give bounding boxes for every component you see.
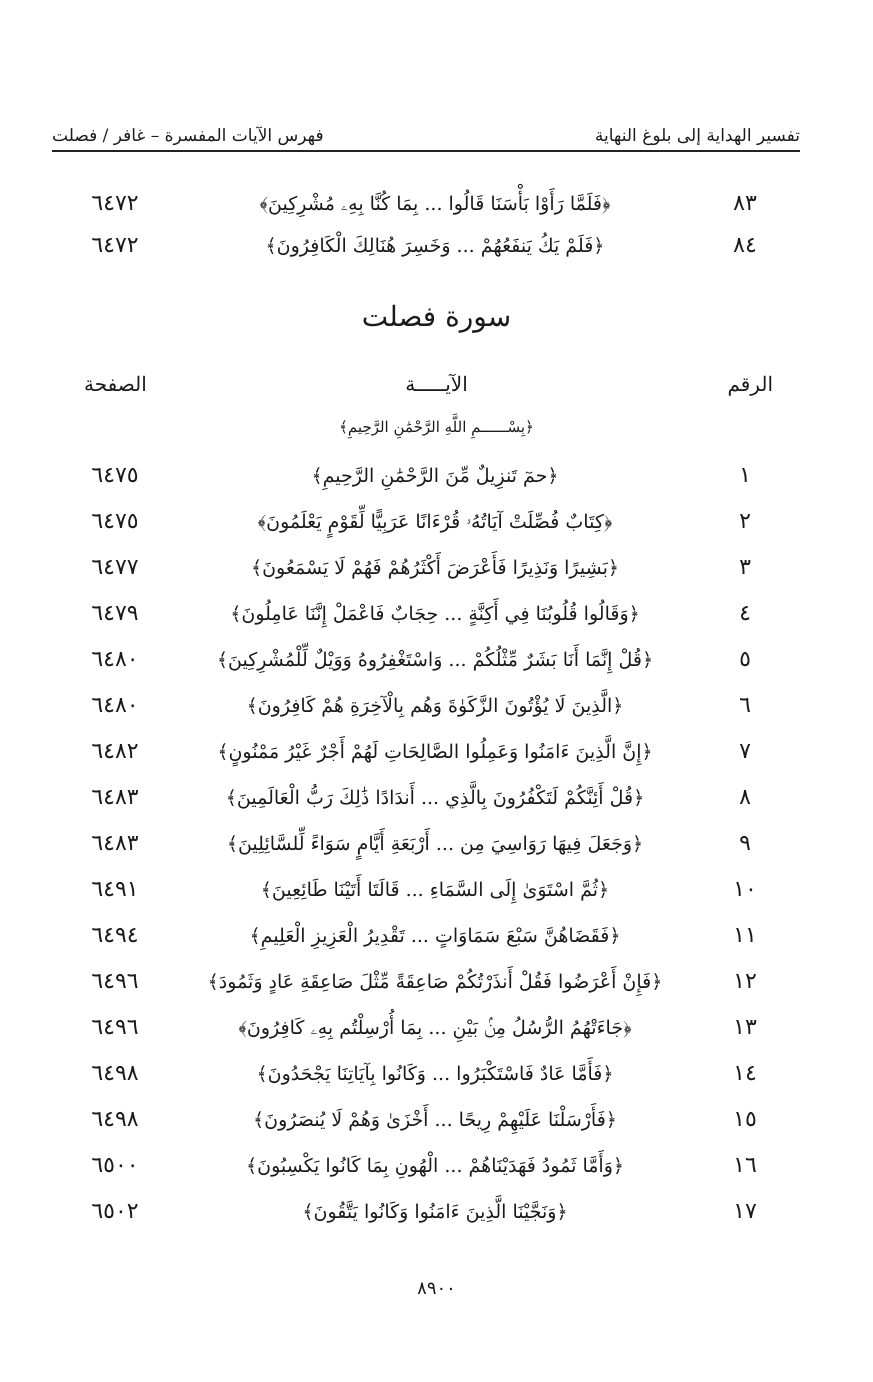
verse-number: ٢ [739, 509, 751, 534]
column-header-number: الرقم [727, 372, 773, 396]
page-number: ٦٤٧٥ [91, 463, 139, 488]
verse-number: ١٦ [733, 1153, 757, 1178]
verse-number: ١٢ [733, 969, 757, 994]
header-rule [52, 150, 800, 152]
table-row [0, 550, 873, 586]
table-row [0, 596, 873, 632]
verse-text: ﴿فَقَضَاهُنَّ سَبْعَ سَمَاوَاتٍ ... تَقْدِيرُ الْعَزِيزِ الْعَلِيمِ﴾ [249, 925, 621, 947]
header-book-title: تفسير الهداية إلى بلوغ النهاية [594, 126, 800, 146]
table-row [0, 872, 873, 908]
verse-number: ٧ [739, 739, 751, 764]
verse-number: ٣ [739, 555, 751, 580]
verse-number: ١٥ [733, 1107, 757, 1132]
table-row [0, 780, 873, 816]
table-row [0, 734, 873, 770]
verse-text: ﴿وَأَمَّا ثَمُودُ فَهَدَيْنَاهُمْ ... الْهُونِ بِمَا كَانُوا يَكْسِبُونَ﴾ [245, 1155, 625, 1177]
verse-number: ٤ [739, 601, 751, 626]
table-row [0, 1102, 873, 1138]
basmala: ﴿بِسْــــــمِ اللَّهِ الرَّحْمَٰنِ الرَّحِيمِ﴾ [339, 418, 534, 436]
verse-number: ١١ [733, 923, 757, 948]
verse-number: ٨٣ [733, 191, 757, 216]
running-header [52, 112, 800, 146]
verse-number: ٥ [739, 647, 751, 672]
table-row [0, 1194, 873, 1230]
verse-text: ﴿فَإِنْ أَعْرَضُوا فَقُلْ أَنذَرْتُكُمْ صَاعِقَةً مِّثْلَ صَاعِقَةِ عَادٍ وَثَمُودَ﴾ [207, 971, 663, 993]
verse-text: ﴿ثُمَّ اسْتَوَىٰ إِلَى السَّمَاءِ ... قَالَتَا أَتَيْنَا طَائِعِينَ﴾ [260, 879, 610, 901]
verse-text: ﴿حمٓ تَنزِيلٌ مِّنَ الرَّحْمَٰنِ الرَّحِيمِ﴾ [311, 465, 559, 487]
verse-text: ﴿كِتَابٌ فُصِّلَتْ آيَاتُهُۥ قُرْءَانًا عَرَبِيًّا لِّقَوْمٍ يَعْلَمُونَ﴾ [257, 511, 613, 533]
verse-number: ٦ [739, 693, 751, 718]
page-number: ٦٤٧٢ [91, 233, 139, 258]
column-header-verse: الآيـــــة [405, 372, 468, 396]
table-row [0, 918, 873, 954]
surah-title: سورة فصلت [361, 300, 512, 333]
page-number: ٦٤٧٩ [91, 601, 139, 626]
verse-text: ﴿جَاءَتْهُمُ الرُّسُلُ مِنۢ بَيْنِ ... بِمَا أُرْسِلْتُم بِهِۦ كَافِرُونَ﴾ [238, 1017, 632, 1039]
header-section-title: فهرس الآيات المفسرة – غافر / فصلت [52, 126, 324, 146]
verse-number: ٨٤ [733, 233, 757, 258]
page-number: ٦٤٩٦ [91, 969, 139, 994]
table-row [0, 228, 873, 264]
table-row [0, 1148, 873, 1184]
page-number: ٦٤٩٦ [91, 1015, 139, 1040]
page-number: ٦٤٨٠ [91, 693, 139, 718]
table-row [0, 964, 873, 1000]
verse-number: ١٣ [733, 1015, 757, 1040]
table-row [0, 458, 873, 494]
table-row [0, 688, 873, 724]
column-header-page: الصفحة [84, 372, 147, 396]
page-number: ٦٤٧٧ [91, 555, 139, 580]
verse-number: ١٧ [733, 1199, 757, 1224]
table-row [0, 826, 873, 862]
table-row [0, 1010, 873, 1046]
verse-number: ١٤ [733, 1061, 757, 1086]
verse-text: ﴿وَقَالُوا قُلُوبُنَا فِي أَكِنَّةٍ ... حِجَابٌ فَاعْمَلْ إِنَّنَا عَامِلُونَ﴾ [230, 603, 640, 625]
page-number: ٦٤٩٨ [91, 1061, 139, 1086]
page-number: ٦٤٧٢ [91, 191, 139, 216]
verse-number: ٩ [739, 831, 751, 856]
verse-text: ﴿فَأَمَّا عَادٌ فَاسْتَكْبَرُوا ... وَكَانُوا بِآيَاتِنَا يَجْحَدُونَ﴾ [256, 1063, 614, 1085]
table-row [0, 186, 873, 222]
verse-number: ١ [739, 463, 751, 488]
page-number: ٦٤٩١ [91, 877, 139, 902]
page-number: ٦٤٩٨ [91, 1107, 139, 1132]
verse-text: ﴿الَّذِينَ لَا يُؤْتُونَ الزَّكَوٰةَ وَهُم بِالْآخِرَةِ هُمْ كَافِرُونَ﴾ [246, 695, 624, 717]
page-number: ٦٥٠٠ [91, 1153, 139, 1178]
page-number: ٦٤٧٥ [91, 509, 139, 534]
page-number: ٦٤٨٠ [91, 647, 139, 672]
page-number: ٦٤٨٣ [91, 831, 139, 856]
page-number: ٦٤٩٤ [91, 923, 139, 948]
verse-text: ﴿قُلْ أَئِنَّكُمْ لَتَكْفُرُونَ بِالَّذِي ... أَندَادًا ذَٰلِكَ رَبُّ الْعَالَمِينَ﴾ [225, 787, 645, 809]
verse-text: ﴿بَشِيرًا وَنَذِيرًا فَأَعْرَضَ أَكْثَرُهُمْ فَهُمْ لَا يَسْمَعُونَ﴾ [250, 557, 620, 579]
verse-text: ﴿فَأَرْسَلْنَا عَلَيْهِمْ رِيحًا ... أَخْزَىٰ وَهُمْ لَا يُنصَرُونَ﴾ [253, 1109, 617, 1131]
footer-page-number: ٨٩٠٠ [417, 1278, 456, 1299]
verse-text: ﴿إِنَّ الَّذِينَ ءَامَنُوا وَعَمِلُوا الصَّالِحَاتِ لَهُمْ أَجْرٌ غَيْرُ مَمْنُونٍ﴾ [217, 741, 653, 763]
page-number: ٦٤٨٢ [91, 739, 139, 764]
verse-text: ﴿قُلْ إِنَّمَا أَنَا بَشَرٌ مِّثْلُكُمْ ... وَاسْتَغْفِرُوهُ وَوَيْلٌ لِّلْمُشْرِكِينَ﴾ [216, 649, 654, 671]
verse-text: ﴿فَلَمْ يَكُ يَنفَعُهُمْ ... وَخَسِرَ هُنَالِكَ الْكَافِرُونَ﴾ [265, 235, 605, 257]
page-number: ٦٥٠٢ [91, 1199, 139, 1224]
verse-number: ١٠ [733, 877, 757, 902]
verse-text: ﴿وَجَعَلَ فِيهَا رَوَاسِيَ مِن ... أَرْبَعَةِ أَيَّامٍ سَوَاءً لِّلسَّائِلِينَ﴾ [226, 833, 644, 855]
table-row [0, 642, 873, 678]
verse-number: ٨ [739, 785, 751, 810]
verse-text: ﴿وَنَجَّيْنَا الَّذِينَ ءَامَنُوا وَكَانُوا يَتَّقُونَ﴾ [302, 1201, 568, 1223]
table-row [0, 504, 873, 540]
verse-text: ﴿فَلَمَّا رَأَوْا بَأْسَنَا قَالُوا ... بِمَا كُنَّا بِهِۦ مُشْرِكِينَ﴾ [259, 193, 611, 215]
page-number: ٦٤٨٣ [91, 785, 139, 810]
table-row [0, 1056, 873, 1092]
